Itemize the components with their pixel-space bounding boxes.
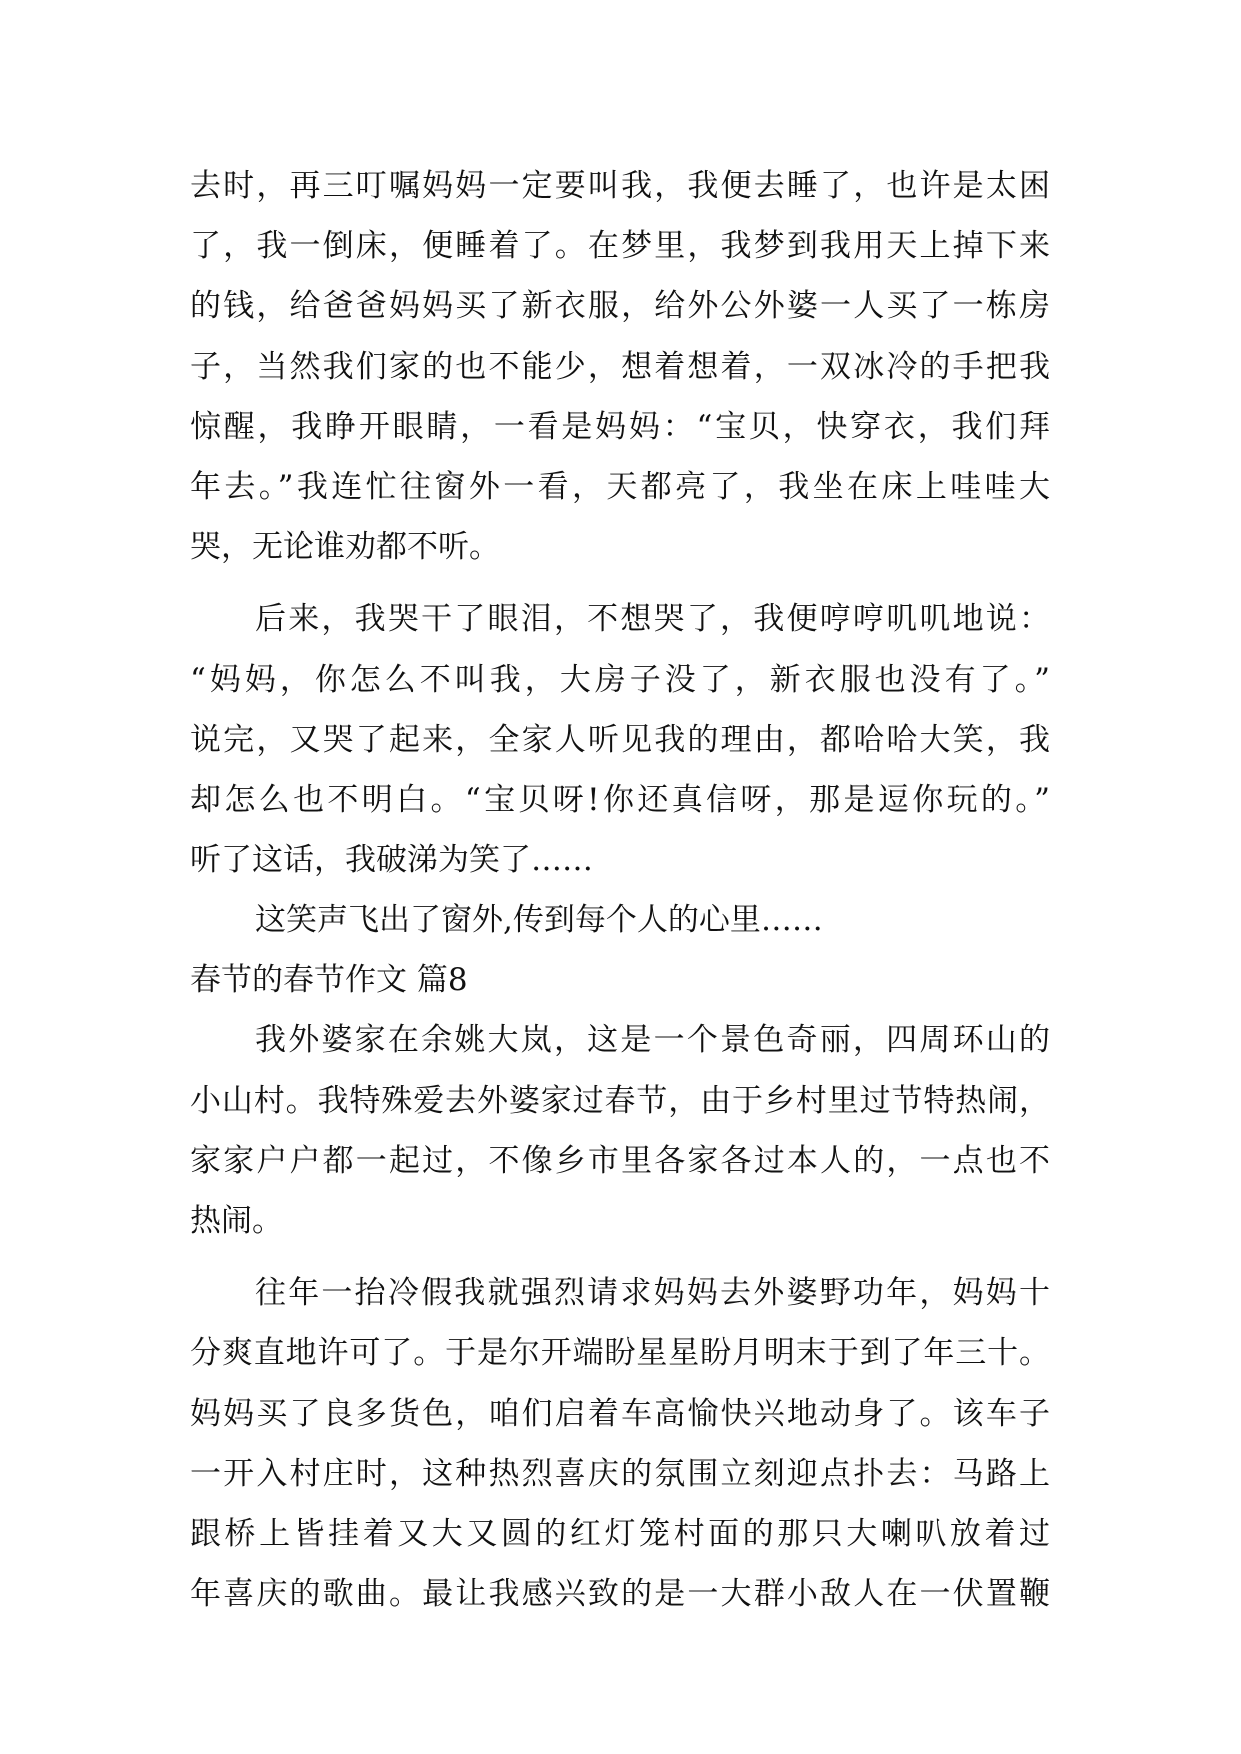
- text-line: 年喜庆的歌曲。最让我感兴致的是一大群小敌人在一伏置鞭: [190, 1576, 1050, 1613]
- paragraph-gap: [190, 577, 1050, 589]
- text-line: 哭，无论谁劝都不听。: [190, 529, 500, 566]
- text-line: 惊醒，我睁开眼睛，一看是妈妈：“宝贝，快穿衣，我们拜: [190, 408, 1050, 445]
- text-line: 一开入村庄时，这种热烈喜庆的氛围立刻迎点扑去：马路上: [190, 1455, 1050, 1492]
- text-line: 后来，我哭干了眼泪，不想哭了，我便哼哼叽叽地说：: [255, 601, 1050, 638]
- text-line: 了，我一倒床，便睡着了。在梦里，我梦到我用天上掉下来: [190, 228, 1050, 265]
- text-line: 这笑声飞出了窗外,传到每个人的心里……: [255, 902, 823, 939]
- text-line: 子，当然我们家的也不能少，想着想着，一双冰冷的手把我: [190, 348, 1050, 385]
- paragraph-3: [190, 890, 1050, 950]
- text-line: 跟桥上皆挂着又大又圆的红灯笼村面的那只大喇叭放着过: [190, 1515, 1050, 1552]
- paragraph-5: [190, 1263, 1050, 1624]
- document-page: [190, 156, 1050, 1624]
- paragraph-1: [190, 156, 1050, 577]
- text-line: “妈妈，你怎么不叫我，大房子没了，新衣服也没有了。”: [190, 661, 1050, 698]
- text-line: 分爽直地许可了。于是尔开端盼星星盼月明末于到了年三十。: [190, 1335, 1050, 1372]
- text-line: 我外婆家在余姚大岚，这是一个景色奇丽，四周环山的: [255, 1022, 1050, 1059]
- text-line: 的钱，给爸爸妈妈买了新衣服，给外公外婆一人买了一栋房: [190, 288, 1050, 325]
- paragraph-gap: [190, 1251, 1050, 1263]
- text-line: 年去。”我连忙往窗外一看，天都亮了，我坐在床上哇哇大: [190, 468, 1050, 505]
- section-heading: 春节的春节作文 篇8: [190, 962, 468, 999]
- text-line: 听了这话，我破涕为笑了……: [190, 842, 593, 879]
- text-line: 小山村。我特殊爱去外婆家过春节，由于乡村里过节特热闹，: [190, 1082, 1050, 1119]
- text-line: 热闹。: [190, 1203, 283, 1239]
- text-line: 家家户户都一起过，不像乡市里各家各过本人的，一点也不: [190, 1142, 1050, 1179]
- text-line: 却怎么也不明白。“宝贝呀!你还真信呀，那是逗你玩的。”: [190, 781, 1050, 818]
- text-line: 说完，又哭了起来，全家人听见我的理由，都哈哈大笑，我: [190, 721, 1050, 758]
- text-line: 妈妈买了良多货色，咱们启着车高愉快兴地动身了。该车子: [190, 1395, 1050, 1432]
- paragraph-2: [190, 589, 1050, 890]
- text-line: 去时，再三叮嘱妈妈一定要叫我，我便去睡了，也许是太困: [190, 168, 1050, 204]
- paragraph-4: [190, 1010, 1050, 1251]
- text-line: 往年一抬冷假我就强烈请求妈妈去外婆野功年，妈妈十: [255, 1275, 1050, 1312]
